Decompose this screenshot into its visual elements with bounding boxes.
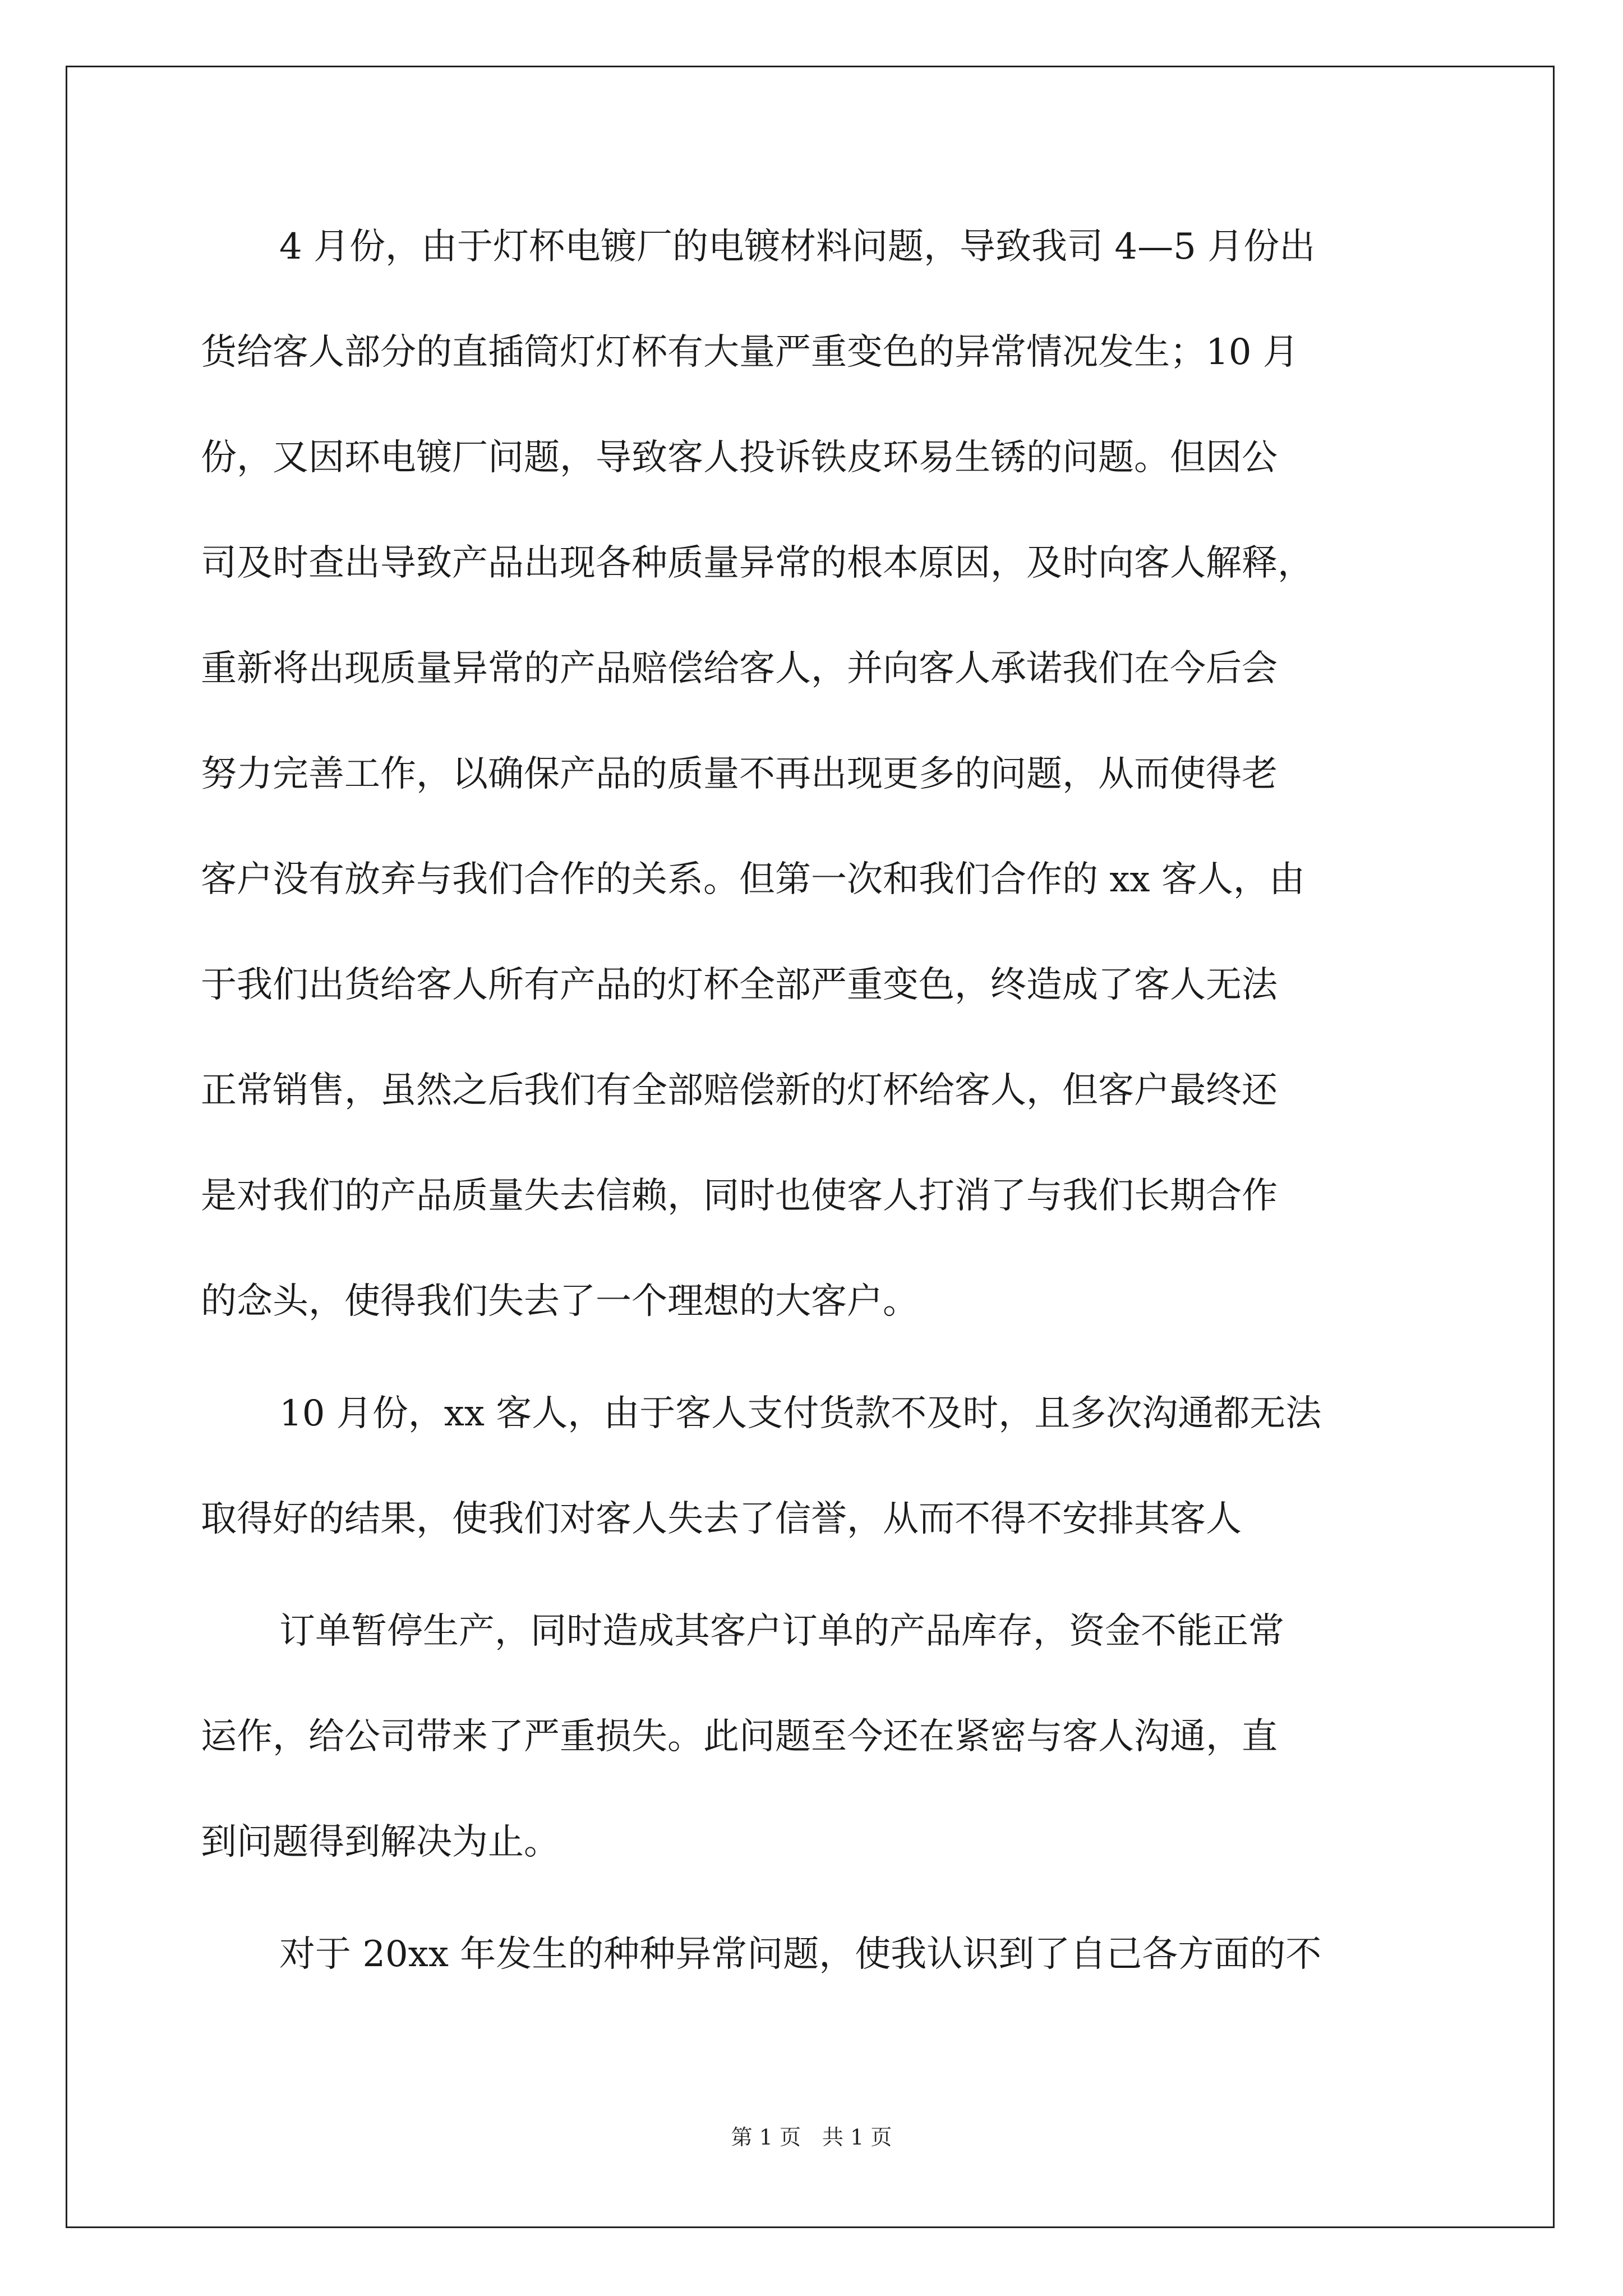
paragraph-line: 4 月份，由于灯杯电镀厂的电镀材料问题，导致我司 4—5 月份出 [279,226,1316,268]
paragraph-line: 司及时查出导致产品出现各种质量异常的根本原因，及时向客人解释， [201,542,1313,584]
paragraph-line: 努力完善工作，以确保产品的质量不再出现更多的问题，从而使得老 [201,753,1278,795]
paragraph-line: 的念头，使得我们失去了一个理想的大客户。 [201,1281,919,1322]
paragraph-line: 正常销售，虽然之后我们有全部赔偿新的灯杯给客人，但客户最终还 [201,1070,1278,1111]
paragraph-line: 取得好的结果，使我们对客人失去了信誉，从而不得不安排其客人 [201,1498,1242,1540]
page-number: 第 1 页 共 1 页 [731,2125,892,2150]
paragraph-line: 客户没有放弃与我们合作的关系。但第一次和我们合作的 xx 客人，由 [201,859,1305,900]
paragraph-line: 对于 20xx 年发生的种种异常问题，使我认识到了自己各方面的不 [279,1934,1322,1975]
paragraph-line: 10 月份，xx 客人，由于客人支付货款不及时，且多次沟通都无法 [279,1393,1322,1434]
paragraph-line: 订单暂停生产，同时造成其客户订单的产品库存，资金不能正常 [279,1611,1284,1652]
document-body [201,219,1422,2032]
paragraph-line: 于我们出货给客人所有产品的灯杯全部严重变色，终造成了客人无法 [201,964,1278,1006]
paragraph-line: 到问题得到解决为止。 [201,1821,560,1863]
paragraph-line: 运作，给公司带来了严重损失。此问题至今还在紧密与客人沟通，直 [201,1716,1278,1757]
paragraph-line: 是对我们的产品质量失去信赖，同时也使客人打消了与我们长期合作 [201,1175,1278,1217]
paragraph-line: 重新将出现质量异常的产品赔偿给客人，并向客人承诺我们在今后会 [201,648,1278,689]
paragraph-line: 份，又因环电镀厂问题，导致客人投诉铁皮环易生锈的问题。但因公 [201,437,1278,478]
paragraph-line: 货给客人部分的直插筒灯灯杯有大量严重变色的异常情况发生；10 月 [201,332,1299,373]
